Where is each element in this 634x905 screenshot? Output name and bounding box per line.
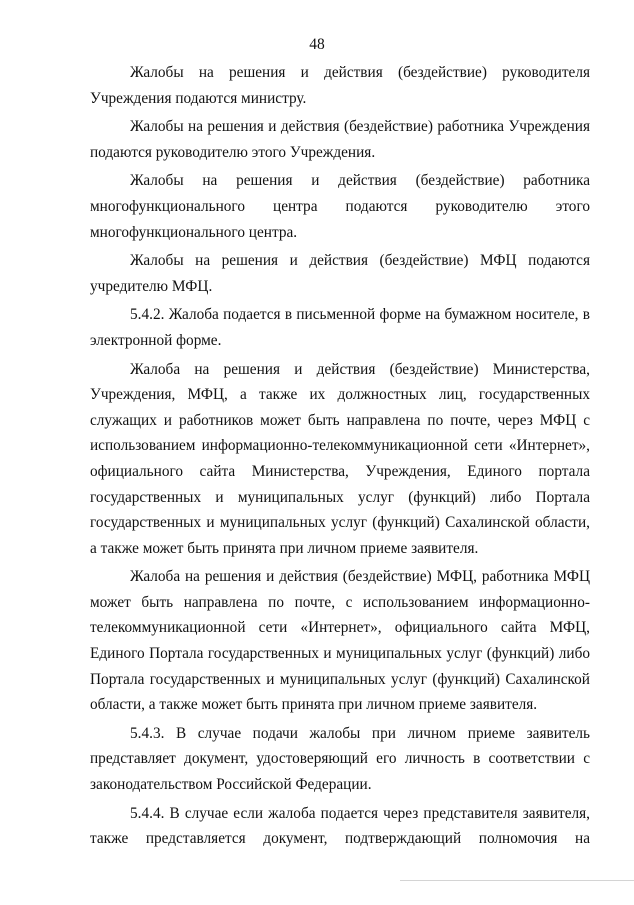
paragraph: Жалобы на решения и действия (бездействие) работника Учреждения подаются руководителю этого Учреждения. — [90, 118, 590, 161]
scan-edge-line — [400, 880, 634, 881]
document-body — [90, 60, 590, 855]
paragraph: 5.4.4. В случае если жалоба подается через представителя заявителя, также представляется документ, подтверждающий полномочия на — [90, 804, 590, 848]
paragraph: Жалоба на решения и действия (бездействие) Министерства, Учреждения, МФЦ, а также их должностных лиц, государственных служащих и работников может быть направлена по почте, через МФЦ с использованием информационно-телекоммуникационной сети «Интернет», официального сайта Министерства, Учреждения, Единого портала государственных и муниципальных услуг (функций) либо Портала государственных и муниципальных услуг (функций) Сахалинской области, а также может быть принята при личном приеме заявителя. — [90, 360, 590, 557]
paragraph: Жалобы на решения и действия (бездействие) МФЦ подаются учредителю МФЦ. — [90, 252, 590, 295]
page-number: 48 — [309, 36, 325, 53]
paragraph: Жалоба на решения и действия (бездействие) МФЦ, работника МФЦ может быть направлена по почте, с использованием информационно-телекоммуникационной сети «Интернет», официального сайта МФЦ, Единого Портала государственных и муниципальных услуг (функций) либо Портала государственных и муниципальных услуг (функций) Сахалинской области, а также может быть принята при личном приеме заявителя. — [90, 568, 590, 714]
paragraph: 5.4.2. Жалоба подается в письменной форме на бумажном носителе, в электронной форме. — [90, 306, 590, 349]
paragraph: Жалобы на решения и действия (бездействие) руководителя Учреждения подаются министру. — [90, 64, 590, 107]
paragraph: 5.4.3. В случае подачи жалобы при личном приеме заявитель представляет документ, удостоверяющий его личность в соответствии с законодательством Российской Федерации. — [90, 724, 590, 794]
paragraph: Жалобы на решения и действия (бездействие) работника многофункционального центра подаются руководителю этого многофункционального центра. — [90, 172, 590, 241]
